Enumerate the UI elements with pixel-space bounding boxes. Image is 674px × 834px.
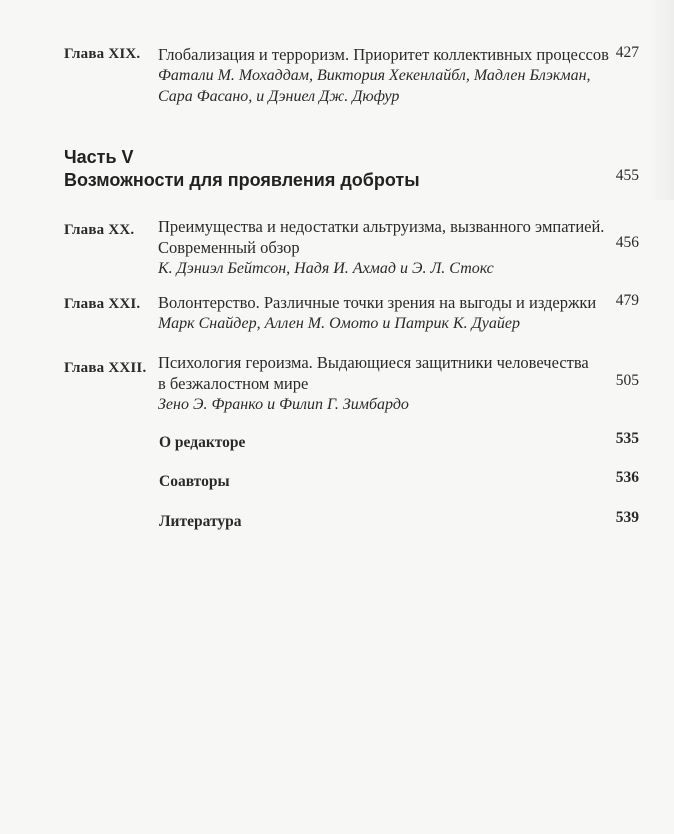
chapter-label: Глава XXI. xyxy=(64,296,141,312)
page-edge-shadow xyxy=(650,0,674,200)
chapter-body xyxy=(158,44,613,107)
toc-entry-references[interactable]: Литература xyxy=(159,513,242,530)
chapter-authors: Фатали М. Мохаддам, Виктория Хекенлайбл, Мадлен Блэкман, xyxy=(158,67,591,84)
chapter-title: в безжалостном мире xyxy=(158,374,309,393)
back-page-number: 535 xyxy=(615,430,639,447)
chapter-authors: Сара Фасано, и Дэниел Дж. Дюфур xyxy=(158,88,400,105)
part-number: Часть V xyxy=(64,147,134,167)
chapter-title: Преимущества и недостатки альтруизма, вызванного эмпатией. xyxy=(158,217,605,236)
chapter-page-number: 505 xyxy=(615,372,639,389)
chapter-body xyxy=(158,216,613,279)
back-page-number: 539 xyxy=(615,509,639,526)
chapter-authors: Марк Снайдер, Аллен М. Омото и Патрик К. Дуайер xyxy=(158,315,520,332)
part-heading[interactable] xyxy=(64,146,420,192)
chapter-page-number: 427 xyxy=(615,44,639,61)
chapter-body xyxy=(158,292,613,334)
chapter-title: Психология героизма. Выдающиеся защитники человечества xyxy=(158,353,589,372)
chapter-title: Современный обзор xyxy=(158,238,300,257)
toc-entry-about-editor[interactable]: О редакторе xyxy=(159,434,246,451)
chapter-page-number: 479 xyxy=(615,292,639,309)
chapter-label: Глава XIX. xyxy=(64,46,141,62)
chapter-title: Волонтерство. Различные точки зрения на выгоды и издержки xyxy=(158,293,597,312)
part-title: Возможности для проявления доброты xyxy=(64,170,420,190)
toc-entry-contributors[interactable]: Соавторы xyxy=(159,473,230,490)
chapter-label: Глава XX. xyxy=(64,222,135,238)
part-page-number: 455 xyxy=(615,167,639,184)
chapter-authors: К. Дэниэл Бейтсон, Надя И. Ахмад и Э. Л. Стокс xyxy=(158,260,494,277)
chapter-page-number: 456 xyxy=(615,234,639,251)
chapter-label: Глава XXII. xyxy=(64,360,147,376)
chapter-body xyxy=(158,352,613,415)
back-page-number: 536 xyxy=(615,469,639,486)
chapter-authors: Зено Э. Франко и Филип Г. Зимбардо xyxy=(158,396,409,413)
chapter-title: Глобализация и терроризм. Приоритет коллективных процессов xyxy=(158,45,609,64)
